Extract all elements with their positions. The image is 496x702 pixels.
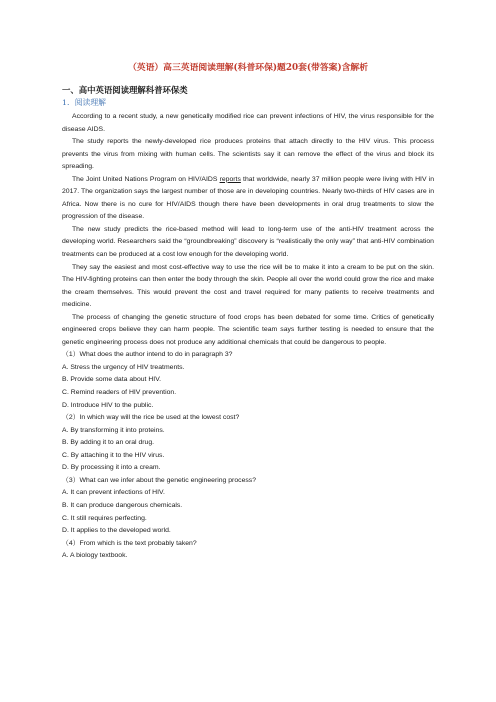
question-3-option-b: B. It can produce dangerous chemicals.: [62, 501, 183, 509]
question-4-stem: （4）From which is the text probably taken?: [62, 539, 197, 547]
question-1-stem: （1）What does the author intend to do in paragraph 3?: [62, 351, 233, 359]
question-3-option-c: C. It still requires perfecting.: [62, 514, 147, 522]
question-4-option-a: A. A biology textbook.: [62, 552, 128, 560]
question-2-stem: （2）In which way will the rice be used at the lowest cost?: [62, 414, 240, 422]
question-2-option-b: B. By adding it to an oral drug.: [62, 439, 155, 447]
paragraph-5: They say the easiest and most cost-effective way to use the rice will be to make it into a cream to be put on the skin. The HIV-fighting proteins can then enter the body through the skin. People all over the world could grow the rice and make the cream themselves. This would prevent the cost and travel required for many patients to receive treatments and medicine.: [62, 263, 434, 309]
reading-passage: [62, 111, 434, 563]
document-title: （英语）高三英语阅读理解(科普环保)题20套(带答案)含解析: [127, 63, 369, 73]
paragraph-2: The study reports the newly-developed rice produces proteins that attach directly to the HIV virus. This process prevents the virus from mixing with human cells. The scientists say it can remove the effect of the virus and block its spreading.: [62, 138, 434, 171]
question-2-option-a: A. By transforming it into proteins.: [62, 426, 165, 434]
question-1-option-b: B. Provide some data about HIV.: [62, 376, 162, 384]
paragraph-1: According to a recent study, a new genetically modified rice can prevent infections of HIV, the virus responsible for the disease AIDS.: [62, 113, 434, 133]
question-1-option-a: A. Stress the urgency of HIV treatments.: [62, 363, 185, 371]
question-2-option-d: D. By processing it into a cream.: [62, 464, 161, 472]
question-1-option-c: C. Remind readers of HIV prevention.: [62, 389, 177, 397]
paragraph-3-before: The Joint United Nations Program on HIV/AIDS: [72, 175, 220, 183]
question-number-label: 1．阅读理解: [62, 98, 106, 107]
underlined-word: reports: [219, 175, 241, 183]
section-heading: 一、高中英语阅读理解科普环保类: [62, 85, 188, 95]
paragraph-3: [62, 174, 434, 224]
question-3-option-a: A. It can prevent infections of HIV.: [62, 489, 165, 497]
question-1-option-d: D. Introduce HIV to the public.: [62, 401, 154, 409]
question-2-option-c: C. By attaching it to the HIV virus.: [62, 451, 165, 459]
question-3-stem: （3）What can we infer about the genetic engineering process?: [62, 476, 257, 484]
paragraph-3-after: that worldwide, nearly 37 million people were living with HIV in 2017. The organization says the largest number of those are in developing countries. Nearly two-thirds of HIV cases are in Africa. Now there is no cure for HIV/AIDS though there have been developments in oral drug treatments to slow the progression of the disease.: [62, 175, 435, 221]
question-3-option-d: D. It applies to the developed world.: [62, 527, 171, 535]
paragraph-4: The new study predicts the rice-based method will lead to long-term use of the anti-HIV treatment across the developing world. Researchers said the “groundbreaking” discovery is “realistically the only way” that anti-HIV combination treatments can be produced at a cost low enough for the developing world.: [62, 225, 434, 259]
paragraph-6: The process of changing the genetic structure of food crops has been debated for some time. Critics of genetically engineered crops believe they can harm people. The scientific team says further testing is needed to ensure that the genetic engineering process does not produce any additional chemicals that could be dangerous to people.: [62, 313, 434, 346]
